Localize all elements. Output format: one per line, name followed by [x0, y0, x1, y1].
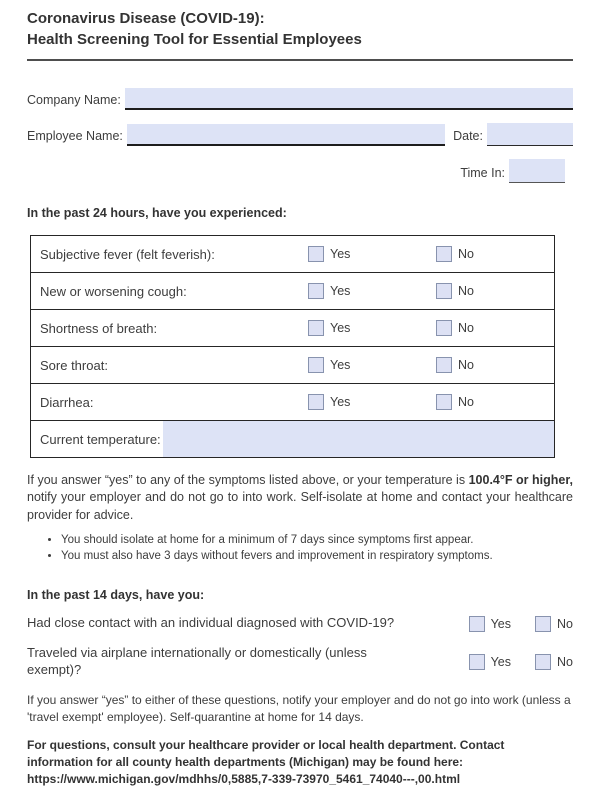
no-checkbox[interactable] — [436, 320, 452, 336]
no-option — [436, 320, 554, 336]
yes-label: Yes — [330, 358, 351, 372]
yes-option — [308, 357, 436, 373]
no-checkbox[interactable] — [535, 616, 551, 632]
divider — [27, 59, 573, 61]
table-row-throat — [31, 347, 554, 384]
yes-label: Yes — [330, 284, 351, 298]
symptoms-heading: In the past 24 hours, have you experienced: — [27, 206, 287, 220]
no-option — [436, 283, 554, 299]
symptom-label: Shortness of breath: — [40, 320, 158, 336]
yes-option — [308, 394, 436, 410]
no-label: No — [557, 616, 573, 631]
no-checkbox[interactable] — [436, 394, 452, 410]
yes-option — [308, 320, 436, 336]
yes-label: Yes — [490, 616, 512, 631]
yes-label: Yes — [330, 247, 351, 261]
table-row-fever — [31, 236, 554, 273]
yes-checkbox[interactable] — [308, 357, 324, 373]
no-checkbox[interactable] — [535, 654, 551, 670]
yes-label: Yes — [490, 654, 512, 669]
table-row-diarrhea — [31, 384, 554, 421]
table-row-cough — [31, 273, 554, 310]
contact-heading: In the past 14 days, have you: — [27, 588, 205, 603]
question-options — [469, 616, 573, 632]
yes-label: Yes — [330, 395, 351, 409]
no-label: No — [458, 321, 474, 335]
no-label: No — [458, 358, 474, 372]
no-option — [436, 357, 554, 373]
no-checkbox[interactable] — [436, 357, 452, 373]
company-name-label: Company Name: — [27, 93, 121, 108]
notice-text: If you answer “yes” to any of the symptoms listed above, or your temperature is — [27, 473, 469, 487]
symptom-label: New or worsening cough: — [40, 283, 187, 299]
quarantine-notice: If you answer “yes” to either of these questions, notify your employer and do not go into work (unless a 'travel exempt' employee). Self-quarantine at home for 14 days. — [27, 692, 571, 724]
yes-option — [469, 616, 511, 632]
employee-name-input[interactable] — [127, 124, 445, 146]
no-label: No — [458, 247, 474, 261]
no-checkbox[interactable] — [436, 283, 452, 299]
symptom-table — [30, 235, 555, 458]
no-checkbox[interactable] — [436, 246, 452, 262]
yes-option — [308, 246, 436, 262]
employee-name-row — [27, 123, 573, 146]
question-label: Traveled via airplane internationally or domestically (unless exempt)? — [27, 644, 367, 677]
time-in-row — [27, 159, 573, 183]
question-row-travel — [27, 645, 573, 679]
notice-text: notify your employer and do not go to into work. Self-isolate at home and contact your healthcare provider for advice. — [27, 490, 573, 522]
no-label: No — [458, 395, 474, 409]
symptom-label: Subjective fever (felt feverish): — [40, 246, 215, 262]
yes-checkbox[interactable] — [308, 320, 324, 336]
symptom-label: Sore throat: — [40, 357, 108, 373]
yes-checkbox[interactable] — [308, 394, 324, 410]
table-row-temperature — [31, 421, 554, 457]
page-title — [27, 8, 573, 50]
title-line-1: Coronavirus Disease (COVID-19): — [27, 10, 265, 27]
no-label: No — [557, 654, 573, 669]
yes-option — [469, 654, 511, 670]
yes-option — [308, 283, 436, 299]
time-in-label: Time In: — [460, 166, 505, 181]
symptom-label: Diarrhea: — [40, 394, 94, 410]
table-row-breath — [31, 310, 554, 347]
time-in-input[interactable] — [509, 159, 565, 183]
isolation-bullets — [27, 532, 573, 565]
temperature-input[interactable] — [163, 421, 554, 457]
yes-checkbox[interactable] — [308, 246, 324, 262]
bullet-item: • You must also have 3 days without fevers and improvement in respiratory symptoms. — [61, 548, 573, 565]
company-name-input[interactable] — [125, 88, 573, 110]
question-label: Had close contact with an individual diagnosed with COVID-19? — [27, 615, 395, 631]
yes-checkbox[interactable] — [308, 283, 324, 299]
company-name-row — [27, 88, 573, 110]
bullet-item: • You should isolate at home for a minimum of 7 days since symptoms first appear. — [61, 532, 573, 549]
no-option — [535, 654, 573, 670]
temperature-label: Current temperature: — [40, 431, 161, 447]
title-line-2: Health Screening Tool for Essential Employees — [27, 31, 362, 48]
no-option — [535, 616, 573, 632]
symptom-notice — [27, 472, 573, 524]
no-option — [436, 394, 554, 410]
date-input[interactable] — [487, 123, 573, 146]
yes-checkbox[interactable] — [469, 654, 485, 670]
notice-bold-text: 100.4°F or higher, — [468, 473, 573, 487]
yes-label: Yes — [330, 321, 351, 335]
yes-checkbox[interactable] — [469, 616, 485, 632]
questions-notice: For questions, consult your healthcare provider or local health department. Contact information for all county health departments (Michigan) may be found here: https://www.michigan.gov/mdhhs/0,5885,7-339-73970_5461_74040---,00.html — [27, 738, 505, 787]
question-options — [469, 654, 573, 670]
question-row-close-contact — [27, 615, 573, 632]
employee-name-label: Employee Name: — [27, 129, 123, 144]
no-option — [436, 246, 554, 262]
no-label: No — [458, 284, 474, 298]
date-label: Date: — [453, 129, 483, 144]
